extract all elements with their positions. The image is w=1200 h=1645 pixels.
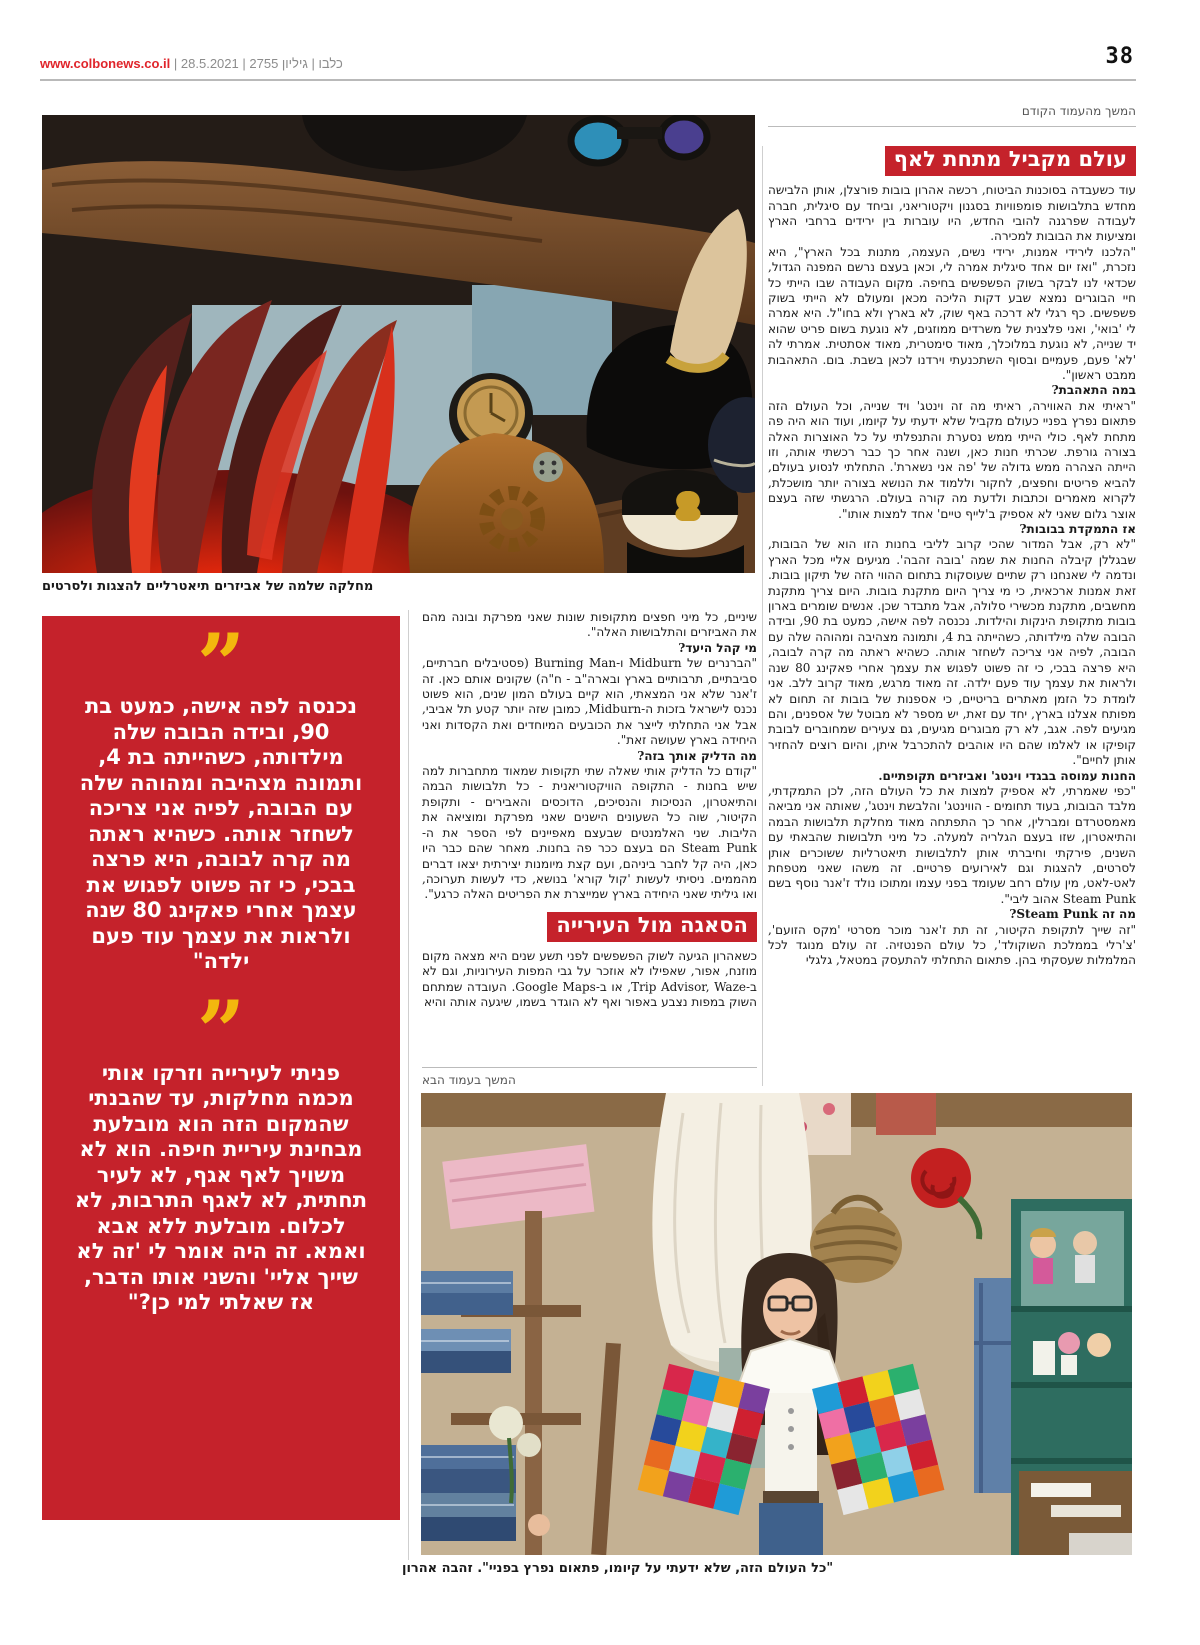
pull-quote-box <box>42 616 400 1520</box>
section-heading-text: הסאגה מול העירייה <box>547 912 757 942</box>
pull-quote-2: פניתי לעירייה וזרקו אותי מכמה מחלקות, עד שהבנתי שהמקום הזה הוא מובלעת מבחינת עיריית חיפה. הוא לא משויך לאף אגף, לא לעיר תחתית, לא לאגף התרבות, לא לכלום. מובלעת ללא אבא ואמא. זה היה אומר לי 'זה לא שייך אליי' והשני אותו הדבר, אז שאלתי למי כן?" <box>74 1060 368 1314</box>
interview-question: אז התמקדת בבובות? <box>1019 522 1136 537</box>
interview-question: מה הדליק אותך בזה? <box>637 748 757 763</box>
bottom-photo-caption: "כל העולם הזה, שלא ידעתי על קיומו, פתאום נפרץ בפניי". זהבה אהרון <box>402 1561 834 1576</box>
article-paragraph: "קודם כל הדליק אותי שאלה שתי תקופות שמאוד מתחברות למה שיש בחנות - התקופה הוויקטוריאנית - כל תלבושות הבמה והתיאטרון, הנסיכות והנסיכים, הדוכסים והאבירים - ותקופת הקיטור, שוה כל השעונים הישנים שאני מפרקת ומוציאה את הליבות. שני האלמנטים שבעצם מאפיינים לפי הספר את ה-Steam Punk הם בעצם ככר פה בחנות. מאחר שהם כבר היו כאן, היה קל לחבר ביניהם, ועם קצת מיומנות יצירתית יצאו דברים מהממים. ניסיתי לעשות 'קול קורא' בנושא, כדי לעשות תערוכה, ואו גיליתי שאני היחידה בארץ שמייצרת את הפריטים האלה כרגע". <box>422 764 757 902</box>
continued-from-previous: המשך מהעמוד הקודם <box>1021 104 1136 118</box>
page-number: 38 <box>1105 44 1134 69</box>
pull-quote-1: נכנסה לפה אישה, כמעט בת 90, ובידה הבובה שלה מילדותה, כשהייתה בת 4, ותמונה מצהיבה ומהוהה שלה עם הבובה, לפיה אני צריכה לשחזר אותה. כשהיא ראתה מה קרה לבובה, היא פרצה בבכי, כי זה פשוט לפגוש את עצמך אחרי פאקינג 80 שנה ולראות את עצמך עוד פעם ילדה" <box>79 694 363 973</box>
column-divider <box>408 610 409 1560</box>
divider <box>768 126 1136 127</box>
article-paragraph: "הלכנו לירידי אמנות, ירידי נשים, העצמה, מתנות בכל הארץ", היא נזכרת, "ואז יום אחד סיגלית אמרה לי, וכאן בעצם נרשם המפנה הגדול, שכדאי לנו לבקר בשוק הפשפשים בחיפה. מקום העבודה שבו הייתי כל חיי הבוגרים נמצא שבע דקות הליכה מכאן ומעולם לא הייתי בשוק פשפשים. כף רגלי לא דרכה באף שוק, לא בארץ ולא בחו"ל. היא אמרה לי 'בואי', ואני פלצנית של משרדים ממוזגים, לא נוגעת בשום פריט שהוא יד שנייה, לא נוגעת במלוכלך, מאוד סימטרית, מאוד אסתטית. אמרתי לה 'לא' פעם, פעמיים ובסוף השתכנעתי וירדנו לכאן בשבת. בום. התאהבות ממבט ראשון". <box>768 244 1136 382</box>
quote-mark-icon: ” <box>196 981 246 1081</box>
separator: | <box>173 56 178 71</box>
separator: | <box>311 56 315 71</box>
article-column-middle <box>422 610 757 1062</box>
header-rule <box>40 79 1136 81</box>
quote-mark-icon: ” <box>196 615 246 714</box>
article-column-right <box>768 146 1136 1090</box>
divider <box>422 1067 757 1068</box>
article-paragraph: שיניים, כל מיני חפצים מתקופות שונות שאני מפרקת ובונה מהם את האביזרים והתלבושות האלה". <box>422 610 757 640</box>
section-heading-text: עולם מקביל מתחת לאף <box>885 146 1136 176</box>
article-paragraph: "ראיתי את האווירה, ראיתי מה זה וינטג' ויד שנייה, וכל העולם הזה פתאום נפרץ בפניי כעולם מקביל שלא ידעתי על קיומו, ועוד הוא היה פה מתחת לאף. כולי הייתי ממש נסערת והתנפלתי על כל האוצרות האלה בצורה גורפת. שכרתי חנות כאן, ושנה אחר כך כבר רכשתי אותה, וזו הייתה הצהרה ממש גדולה של 'פה אני נשארת'. התחלתי לנסוע בעולם, להביא פריטים וחפצים, לחקור וללמוד את הנושא בצורה יותר מושכלת, לקרוא מאמרים וכתבות ולדעת מה קורה בעולם. הרגשתי שזה בעצם אוצר גלום שאני לא אספיק ב'לייף טיים' אחד למצות אותו". <box>768 398 1136 521</box>
website-url: www.colbonews.co.il <box>40 56 171 71</box>
separator: | <box>242 56 246 71</box>
article-paragraph: "הברנרים של Midburn ו-Burning Man (פסטיבלים חברתיים, סביבתיים, תרבותיים בארץ ובארה"ב - ח"ה) שקונים אותם כאן. זה ז'אנר שלא אני המצאתי, הוא קיים בעולם המון שנים, הוא פשוט נכנס לישראל בזכות ה-Midburn, כמובן שזה יותר קטע תל אביבי, אבל אני התחלתי לייצר את הכובעים המיוחדים ואת הקסדות ואני היחידה בארץ שעושה זאת". <box>422 656 757 748</box>
issue-number: גיליון 2755 <box>249 56 308 71</box>
article-paragraph: "זה שייך לתקופת הקיטור, זה תת ז'אנר מוכר מסרטי 'מקס הזועם', 'צ'רלי בממלכת השוקולד', כל עולם הפנטזיה. זה עולם מנוגד לכל המלמלות שעסקתי בהן. פתאום התחלתי להתעסק במטאל, גלגלי <box>768 922 1136 968</box>
interview-question: מי קהל היעד? <box>678 640 757 655</box>
section-heading <box>422 912 757 942</box>
publication-name: כלבו <box>318 56 343 71</box>
article-paragraph: "לא רק, אבל המדור שהכי קרוב לליבי בחנות הזו הוא של הבובות, שבגללן קיבלה החנות את שמה 'בובה זהבה'. מגיעים אליי מכל הארץ ונדמה לי שאנחנו רק שתיים שעוסקות בתחום ההווי הזה של תיקון בובות. זאת אמנות ארכאית, כי מי צריך היום מתקנת בובות. היום צריך מתקנת מחשבים, מתקנת מכשירי סלולה, אבל מתבדר שכן. אנשים שומרים בארון בובות מתקופת הינקות והילדות. נכנסה לפה אישה, כמעט בת 90, ובידה הבובה שלה מילדותה, כשהייתה בת 4, ותמונה מצהיבה ומהוהה שלה עם הבובה, לפיה אני צריכה לשחזר אותה. כשהיא ראתה מה קרה לבובה, היא פרצה בבכי, כי זה פשוט לפגוש את עצמך אחרי פאקינג 80 שנה ולראות את עצמך עוד פעם ילדה. זה מאוד מרגש, מאוד קרוב ללב. אני לומדת כל הזמן מאתרים בריטיים, כי אספנות של בובות זה תחום לא מפותח אצלנו בארץ, יחד עם זאת, יש מספר לא מבוטל של אספנים, והם מגיעים לפה. אגב, לא רק מבוגרים מגיעים, גם צעירים שמחוברים לבובת קופיקו או לאלמו שהם היו אוהבים להתכרבל איתן, והיום רוצים להחזיר אותן לחיים". <box>768 537 1136 768</box>
masthead-info <box>40 56 343 71</box>
article-paragraph: עוד כשעבדה בסוכנות הביטוח, רכשה אהרון בובות פורצלן, אותן הלבישה מחדש בתלבושות פומפוויות בסגנון ויקטוריאני, וביחד עם סיגלית, חברה לעבודה שפרגנה להובי החדש, היו עוברות בין ירידים ברחבי הארץ ומציעות את הבובות למכירה. <box>768 183 1136 244</box>
top-photo-illustration <box>42 115 755 573</box>
issue-date: 28.5.2021 <box>180 56 239 71</box>
interview-question: החנות עמוסה בבגדי וינטג' ואביזרים תקופתיים. <box>878 768 1136 783</box>
bottom-photo <box>421 1093 1132 1555</box>
article-paragraph: "כפי שאמרתי, לא אספיק למצות את כל העולם הזה, לכן התמקדתי, מלבד הבובות, בעוד תחומים - הווינטג' והלבשת וינטג', שאותה אני מביאה מאמסטרדם ומברלין, אחר כך התפתחה מאוד מחלקת תלבושות הבמה והתיאטרון, שזו בעצם הגלריה למעלה. כל מיני תלבושות שהבאתי עם השנים, פירקתי וחיברתי אותן לתלבושות תיאטרליות ששוכרים אותן לסרטים, להצגות וגם לאירועים פרטיים. זה משהו שאני מטפחת לאט-לאט, מין עולם רחב שעומד בפני עצמו ומתוכו נולד ז'אנר נוסף בשם Steam Punk אהוב ליבי". <box>768 783 1136 906</box>
interview-question: במה התאהבת? <box>1051 383 1136 398</box>
continued-on-next: המשך בעמוד הבא <box>422 1073 516 1087</box>
bottom-photo-illustration <box>421 1093 1132 1555</box>
column-divider <box>762 146 763 1086</box>
article-paragraph: כשאהרון הגיעה לשוק הפשפשים לפני תשע שנים היא מצאה מקום מוזנח, אפור, שאפילו לא אוזכר על גבי המפות העירוניות, וגם לא ב-Trip Advisor, Waze, או ב-Google Maps. העובדה שמתחם השוק במפות נצבע באפור ואף לא הוגדר בשמו, שיגעה אותה והיא <box>422 948 757 1010</box>
section-heading <box>768 146 1136 176</box>
top-photo-caption: מחלקה שלמה של אביזרים תיאטרליים להצגות ולסרטים <box>42 579 374 594</box>
top-photo <box>42 115 755 573</box>
interview-question: מה זה Steam Punk? <box>1009 907 1136 922</box>
